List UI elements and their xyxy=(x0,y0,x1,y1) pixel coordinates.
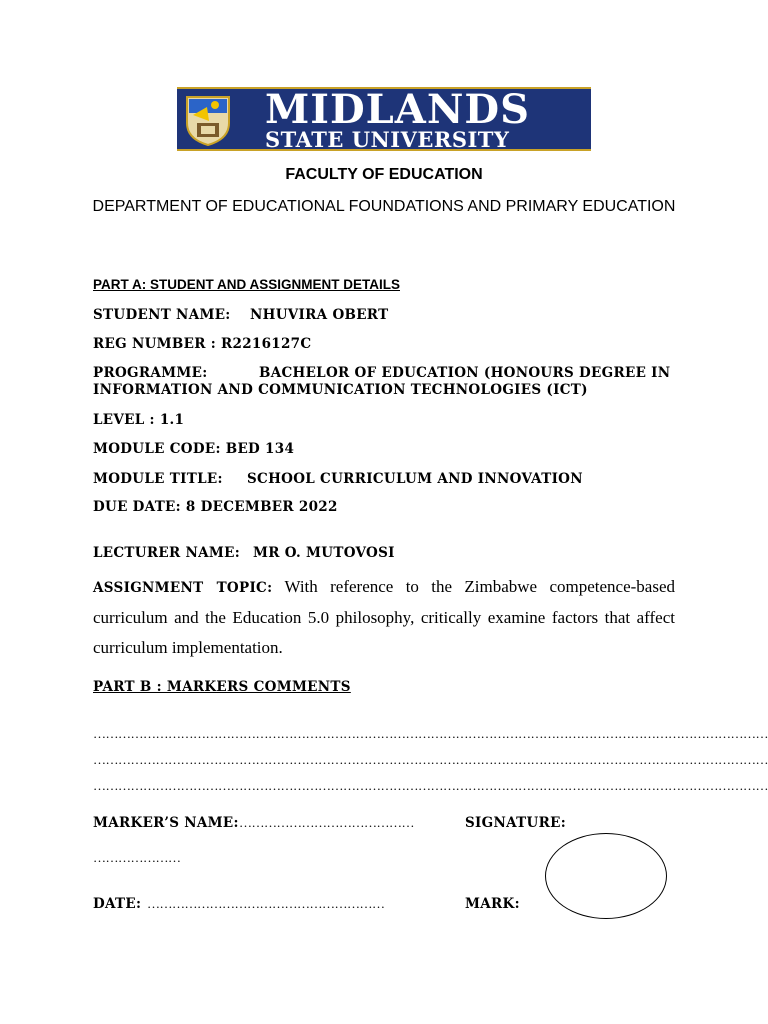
comment-line-2: ……………………………………………………………………………………………………………………………………………… xyxy=(93,752,768,767)
crest-icon xyxy=(183,93,233,147)
lecturer-label: LECTURER NAME: xyxy=(93,545,241,561)
marker-name-label: MARKER’S NAME: xyxy=(93,815,239,831)
reg-number-label: REG NUMBER : xyxy=(93,336,216,352)
assignment-topic-text: With reference to the Zimbabwe competence-based curriculum and the Education 5.0 philosophy, critically examine factors that affect curriculum implementation. xyxy=(93,577,675,657)
assignment-topic-label: ASSIGNMENT TOPIC: xyxy=(93,580,273,596)
level-field: LEVEL : 1.1 xyxy=(93,412,185,428)
programme-value-line1: BACHELOR OF EDUCATION (HONOURS DEGREE IN xyxy=(259,365,671,381)
university-logo xyxy=(177,87,591,151)
reg-number-value: R2216127C xyxy=(221,336,312,352)
module-title-label: MODULE TITLE: xyxy=(93,471,223,487)
module-title-value: SCHOOL CURRICULUM AND INNOVATION xyxy=(247,471,583,487)
signature-oval xyxy=(545,833,667,919)
due-date-field: DUE DATE: 8 DECEMBER 2022 xyxy=(93,499,338,515)
programme-value-line2: INFORMATION AND COMMUNICATION TECHNOLOGIES (ICT) xyxy=(93,382,588,398)
signature-label: SIGNATURE: xyxy=(465,815,566,831)
lecturer-value: MR O. MUTOVOSI xyxy=(253,545,395,561)
module-code-field: MODULE CODE: BED 134 xyxy=(93,441,295,457)
date-dots: ………………………………………………… xyxy=(147,896,385,911)
comment-line-3: ……………………………………………………………………………………………………………………………………………… xyxy=(93,778,768,793)
date-label: DATE: xyxy=(93,896,142,912)
department-title: DEPARTMENT OF EDUCATIONAL FOUNDATIONS AND PRIMARY EDUCATION xyxy=(92,198,676,215)
logo-subtitle: STATE UNIVERSITY xyxy=(265,127,510,152)
faculty-title: FACULTY OF EDUCATION xyxy=(285,166,483,183)
comment-line-1: ……………………………………………………………………………………………………………………………………………… xyxy=(93,726,768,741)
student-name-value: NHUVIRA OBERT xyxy=(250,307,389,323)
assignment-topic xyxy=(93,572,675,663)
programme-label: PROGRAMME: xyxy=(93,365,208,381)
student-name-label: STUDENT NAME: xyxy=(93,307,231,323)
marker-name-continuation-dots: ………………… xyxy=(93,850,181,865)
marker-name-dots: …………………………………… xyxy=(239,815,414,830)
part-b-heading: PART B : MARKERS COMMENTS xyxy=(93,679,351,695)
part-a-heading: PART A: STUDENT AND ASSIGNMENT DETAILS xyxy=(93,277,400,292)
mark-label: MARK: xyxy=(465,896,520,912)
logo-title: MIDLANDS xyxy=(265,86,530,133)
